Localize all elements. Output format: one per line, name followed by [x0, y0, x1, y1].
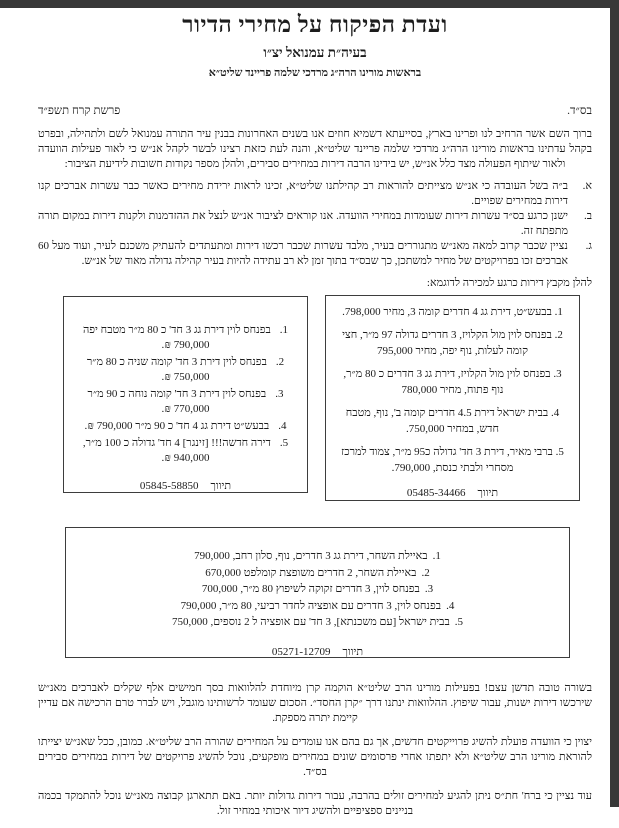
broker-label: תיווך [342, 645, 364, 658]
listing-number: 5. [279, 437, 289, 449]
listing-number: 3. [553, 368, 562, 380]
point-item [38, 239, 592, 269]
phone-number: 05271-12709 [271, 645, 331, 658]
listing-item [84, 598, 551, 615]
listing-number: 4. [550, 407, 560, 419]
listing-item [78, 419, 293, 434]
listing-text: בבעש״ט דירת גג 4 חד' כ 90 מ״ר 790,000 ₪. [84, 420, 270, 432]
header-rabbi-line: בראשות מורינו הרה״ג מרדכי שלמה פריינד שליט״א [208, 67, 422, 79]
broker-phone-line [78, 479, 293, 493]
listing-number: 1. [432, 550, 441, 562]
besod-mark: בס״ד. [567, 105, 592, 117]
point-letter: א. [582, 180, 592, 192]
closing-paragraph: יצוין כי הוועדה פועלת להשיג פרוייקטים חדשים, אך גם בהם אנו עומדים על המחירים שהורה הרב שליט״א. כמובן, ככל שאנ״ש יצייתו להוראת מורינו הרב שליט״א ולא יתפתו אחרי פרסומים שונים במחירים מופקעים, נוכל להשיג פרויקטים של דירות במחירים סבירים בס״ד. [38, 736, 592, 778]
listing-item [84, 581, 551, 598]
point-text: ישנן כרגע בס״ד עשרות דירות שעומדות במחירי הוועדה. אנו קוראים לציבור אנ״ש לנצל את ההזדמנות ולקנות דירות במקום תורה מתפתח זה. [38, 210, 568, 237]
listing-text: באיילת השחר, 2 חדרים משופצת קומלפט 670,000 [205, 566, 417, 579]
meta-row [38, 105, 592, 117]
point-text: נציין שכבר קרוב למאה מאנ״ש מתגוררים בעיר, מלבד עשרות שכבר רכשו דירות ומתעתדים להעתיק משכנם לעיר, ועוד מעל 60 אברכים זכו בפרויקטים של מחיר למשתכן, כך שבס״ד בתוך זמן לא רב עתידה להיות בעיר קהילה גדולה מאוד של אנ״ש. [38, 240, 568, 267]
header-city-line: בעיה״ת עמנואל יצ״ו [263, 45, 367, 60]
viewer-top-bar [0, 0, 619, 8]
listing-number: 1. [554, 306, 563, 318]
listing-text: בפנחס לוין דירת 3 חד' קומה שניה כ 80 מ״ר 750,000 ₪. [86, 356, 267, 383]
listing-number: 5. [555, 446, 564, 458]
listing-text: בפנחס לוין דירת גג 3 חד' כ 80 מ״ר מטבח יפה 790,000 ₪. [82, 324, 271, 351]
point-letter: ב. [583, 210, 592, 222]
document-header [38, 12, 592, 79]
listing-item [78, 436, 293, 466]
listing-number: 4. [446, 599, 455, 612]
broker-label: תיווך [477, 487, 499, 499]
closing-paragraph: עוד נציין כי ברח' חת״ס ניתן להגיע למחירים זולים בהרבה, עבור דירות גדולות יותר. באם תתארגן קבוצה מאנ״ש נוכל להתמקד בכמה בניינים ספציפיים ולהשיג דיור איכותי במחיר זול. [38, 790, 592, 817]
listing-item [338, 366, 567, 398]
listing-item [84, 614, 551, 631]
listing-item [78, 387, 293, 417]
listing-item [84, 548, 551, 565]
listing-item [338, 444, 567, 476]
listing-item [84, 565, 551, 582]
listing-number: 2. [275, 356, 285, 368]
point-letter: ג. [585, 240, 592, 252]
listing-text: בבעש״ט, דירת גג 4 חדרים קומה 3, מחיר 798,000. [342, 306, 552, 318]
closing-paragraph: בשורה טובה תדשן עצם! בפעילות מורינו הרב שליט״א הוקמה קרן מיוחדת להלוואות בסך חמישים אלף שקלים לאברכים מאנ״ש שירכשו דירות ישנות, עבור שיפוץ. ההלוואות ינתנו דרך ״קרן החסד״. הסכום שעומד לרשותינו מוגבל, ויש לברר טרם הרכישה אם עדיין קיימת יתרה מספקת. [38, 682, 592, 724]
listing-number: 3. [424, 583, 434, 595]
listing-item [78, 355, 293, 385]
listing-text: בבית ישראל דירת 4.5 חדרים קומה ב', נוף, מטבח חדש, במחיר 750,000. [345, 407, 549, 435]
listing-item [338, 304, 567, 320]
listings-box-bottom [65, 527, 570, 658]
listing-number: 5. [454, 616, 464, 628]
phone-number: 05485-34466 [406, 487, 466, 499]
broker-label: תיווך [210, 480, 232, 492]
closing-paragraphs [38, 681, 592, 828]
listings-box-right [325, 295, 580, 501]
listing-number: 1. [279, 324, 289, 336]
listing-number: 2. [421, 566, 430, 579]
listing-text: ברבי מאיר, דירת 3 חד' גדולה כ95 מ״ר, צמוד למרכז מסחרי ולבתי כנסת, 790,000. [341, 446, 553, 474]
point-text: ב״ה בשל העובדה כי אנ״ש מצייתים להוראות רב קהילתנו שליט״א, זכינו לראות ירידת מחירים כאשר כבר עשרות אברכים קנו דירות במחירים שפויים. [38, 180, 568, 207]
listing-number: 2. [554, 329, 563, 341]
listing-text: בפנחס לוין מול הקלויז, דירת גג 3 חדרים כ 80 מ״ר, נוף פתוח, מחיר 780,000 [343, 368, 551, 396]
listing-text: בפנחס לוין דירת 3 חד' קומה נוחה כ 90 מ״ר 770,000 ₪. [87, 388, 267, 415]
listing-text: דירה חדשה!!! [זינגר] 4 חד' גדולה כ 100 מ״ר, 940,000 ₪. [82, 437, 271, 464]
point-item [38, 179, 592, 209]
parsha-date: פרשת קרח תשפ״ד [38, 105, 121, 117]
listings-box-left [63, 296, 308, 493]
intro-paragraph: ברוך השם אשר הרחיב לנו ופרינו בארץ, בסייעתא דשמיא חוזים אנו בשנים האחרונות בבנין עיר התורה עמנואל לשם ולתהילה, ובפרט בקהל עדתינו בראשות מורינו הרה״ג מרדכי שלמה פריינד שליט״א, והנה לעת כזאת רצינו לבשר לקהל אנ״ש כי לאור פעילות הוועדה ולאור שיתוף הפעולה מצד כלל אנ״ש, יש בידינו הרבה דירות במחירים סבירים, ולהלן מספר נקודות חשובות לידיעת הציבור: [38, 128, 592, 170]
point-item [38, 209, 592, 239]
listing-text: באיילת השחר, דירת גג 3 חדרים, נוף, סלון רחב, 790,000 [194, 550, 428, 562]
listing-item [338, 327, 567, 359]
listing-item [338, 405, 567, 437]
phone-number: 05845-58850 [139, 480, 199, 492]
listings-heading: להלן מקבץ דירות כרגע למכירה לדוגמא: [426, 277, 592, 289]
listing-number: 4. [278, 420, 287, 432]
listing-text: בפנחס לוין, 3 חדרים עם אופציה לחדר רביעי, 80 מ״ר, 790,000 [180, 599, 442, 612]
page-title: ועדת הפיקוח על מחירי הדיור [182, 12, 448, 37]
viewer-right-bar [610, 0, 619, 807]
listing-number: 3. [275, 388, 284, 400]
listing-item [78, 323, 293, 353]
listing-text: בפנחס לוין, 3 חדרים זקוקה לשיפוץ 80 מ״ר, 700,000 [201, 583, 420, 595]
listing-text: בפנחס לוין מול הקלויז, 3 חדרים גדולה 97 מ״ר, חצי קומה לעלות, נוף יפה, מחיר 795,000 [342, 329, 552, 357]
broker-phone-line [84, 645, 551, 659]
broker-phone-line [338, 486, 567, 501]
points-list [38, 179, 592, 269]
listing-text: בבית ישראל [עם משכנתא], 3 חד' עם אופציה ל 2 נוספים, 750,000 [171, 616, 450, 628]
